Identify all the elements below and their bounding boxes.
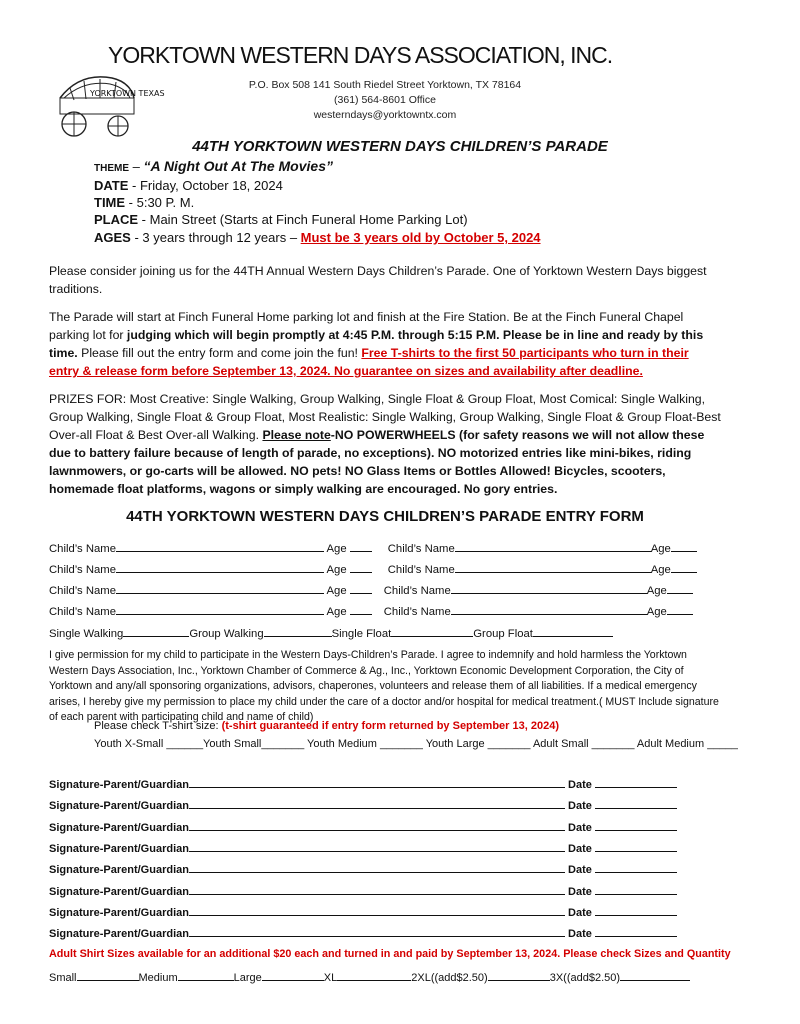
signature-field[interactable] bbox=[189, 862, 565, 873]
single-walking-blank[interactable] bbox=[123, 625, 189, 637]
ages-value: - 3 years through 12 years – bbox=[130, 230, 301, 245]
entry-form-title: 44TH YORKTOWN WESTERN DAYS CHILDREN’S PARADE ENTRY FORM bbox=[126, 508, 644, 525]
single-float-blank[interactable] bbox=[391, 625, 473, 637]
date-label: Date bbox=[568, 906, 592, 919]
child-entry-row bbox=[49, 603, 693, 618]
age-label: Age bbox=[326, 543, 347, 555]
signature-row bbox=[49, 905, 677, 919]
signature-field[interactable] bbox=[189, 841, 565, 852]
date-label: Date bbox=[568, 842, 592, 855]
date-field[interactable] bbox=[595, 798, 677, 809]
signature-field[interactable] bbox=[189, 798, 565, 809]
ages-note: Must be 3 years old by October 5, 2024 bbox=[300, 230, 541, 245]
place-value: - Main Street (Starts at Finch Funeral Home Parking Lot) bbox=[138, 212, 468, 227]
child-name-label: Child’s Name bbox=[49, 585, 116, 597]
intro-paragraph: Please consider joining us for the 44TH Annual Western Days Children’s Parade. One of Yorktown Western Days biggest traditions. bbox=[49, 264, 707, 296]
signature-label: Signature-Parent/Guardian bbox=[49, 906, 189, 919]
time-label: TIME bbox=[94, 195, 126, 210]
child-name-label: Child’s Name bbox=[387, 564, 455, 576]
age-field[interactable] bbox=[667, 603, 693, 615]
parade-details-paragraph: The Parade will start at Finch Funeral Home parking lot and finish at the Fire Station. Be at the Finch Funeral Chapel parking lot for judging which will begin promptly at 4:45 P.M. through 5:15 P.M. Please be in line and ready by this time. Please fill out the entry form and come join the fun! Free T-shirts to the first 50 participants who turn in their entry & release form before September 13, 2024. No guarantee on sizes and availability after deadline. bbox=[49, 310, 704, 378]
date-label: Date bbox=[568, 800, 592, 813]
signature-field[interactable] bbox=[189, 905, 565, 916]
date-label: Date bbox=[568, 821, 592, 834]
organization-title: YORKTOWN WESTERN DAYS ASSOCIATION, INC. bbox=[108, 42, 613, 68]
group-float-label: Group Float bbox=[473, 628, 533, 640]
child-name-label: Child’s Name bbox=[383, 606, 451, 618]
child-name-label: Child’s Name bbox=[387, 543, 455, 555]
logo-text: YORKTOWN TEXAS bbox=[90, 89, 165, 98]
theme-sep: – bbox=[129, 159, 144, 174]
age-field[interactable] bbox=[667, 582, 693, 594]
signature-label: Signature-Parent/Guardian bbox=[49, 928, 189, 941]
group-walking-label: Group Walking bbox=[189, 628, 264, 640]
theme-value: “A Night Out At The Movies” bbox=[143, 158, 333, 174]
child-name-label: Child’s Name bbox=[49, 606, 116, 618]
place-label: PLACE bbox=[94, 212, 139, 227]
signature-row bbox=[49, 798, 677, 812]
time-value: - 5:30 P. M. bbox=[125, 195, 195, 210]
child-entry-row bbox=[49, 561, 697, 576]
phone: (361) 564-8601 Office bbox=[334, 94, 436, 106]
prizes-paragraph: PRIZES FOR: Most Creative: Single Walking, Group Walking, Single Float & Group Float, Most Comical: Single Walking, Group Walking, Single Float & Group Float, Most Realistic: Single Walking, Group Walking, Single Float & Group Float-Best Over-all Float & Best Over-all Walking. Please note-NO POWERWHEELS (for safety reasons we will not allow these due to battery failure because of length of parade, no exceptions). NO motorized entries like mini-bikes, riding lawnmowers, or go-carts will be allowed. NO pets! NO Glass Items or Bottles Allowed! Bicycles, scooters, homemade float platforms, wagons or simply walking are encouraged. No gory entries. bbox=[49, 392, 721, 496]
theme-label: THEME bbox=[94, 163, 129, 174]
date-field[interactable] bbox=[595, 905, 677, 916]
signature-row bbox=[49, 820, 677, 834]
signature-field[interactable] bbox=[189, 884, 565, 895]
age-field[interactable] bbox=[671, 540, 697, 552]
release-paragraph: I give permission for my child to participate in the Western Days-Children’s Parade. I agree to indemnify and hold harmless the Yorktown Western Days Association, Inc., Yorktown Chamber of Commerce & Ag., Inc., Yorktown Economic Development Corporation, the City of Yorktown and any/all sponsoring organizations, advisors, chaperones, volunteers and release them of all liabilities. If a medical emergency arises, I hereby give my permission to place my child under the care of a doctor and/or hospital for medical treatment.( MUST Include signature of each parent with participating child and name of child) bbox=[49, 649, 719, 723]
age-field[interactable] bbox=[350, 582, 372, 594]
date-field[interactable] bbox=[595, 862, 677, 873]
age-label: Age bbox=[326, 564, 347, 576]
age-label: Age bbox=[326, 585, 347, 597]
date-field[interactable] bbox=[595, 884, 677, 895]
signature-row bbox=[49, 926, 677, 940]
time-line bbox=[94, 195, 194, 210]
signature-label: Signature-Parent/Guardian bbox=[49, 842, 189, 855]
age-field[interactable] bbox=[671, 561, 697, 573]
theme-line bbox=[94, 158, 333, 174]
signature-label: Signature-Parent/Guardian bbox=[49, 800, 189, 813]
date-label: Date bbox=[568, 885, 592, 898]
address: P.O. Box 508 141 South Riedel Street Yorktown, TX 78164 bbox=[248, 79, 522, 91]
date-label: Date bbox=[568, 779, 592, 791]
signature-row bbox=[49, 777, 677, 791]
child-name-field[interactable] bbox=[116, 582, 324, 594]
date-label: Date bbox=[568, 928, 592, 941]
signature-label: Signature-Parent/Guardian bbox=[49, 864, 189, 877]
age-field[interactable] bbox=[350, 540, 372, 552]
signature-field[interactable] bbox=[189, 926, 565, 937]
date-field[interactable] bbox=[595, 841, 677, 852]
ages-line bbox=[94, 230, 541, 245]
single-walking-label: Single Walking bbox=[49, 628, 124, 640]
entry-type-row bbox=[49, 625, 613, 640]
child-name-label: Child’s Name bbox=[383, 585, 451, 597]
child-name-field[interactable] bbox=[455, 540, 651, 552]
child-name-field[interactable] bbox=[451, 582, 647, 594]
group-walking-blank[interactable] bbox=[264, 625, 332, 637]
signature-label: Signature-Parent/Guardian bbox=[49, 821, 189, 834]
child-name-field[interactable] bbox=[116, 561, 324, 573]
signature-row bbox=[49, 862, 677, 876]
signature-label: Signature-Parent/Guardian bbox=[49, 779, 189, 791]
single-float-label: Single Float bbox=[331, 628, 392, 640]
signature-row bbox=[49, 841, 677, 855]
date-field[interactable] bbox=[595, 820, 677, 831]
age-label: Age bbox=[646, 606, 667, 618]
date-value: - Friday, October 18, 2024 bbox=[128, 178, 283, 193]
parade-title: 44TH YORKTOWN WESTERN DAYS CHILDREN’S PARADE bbox=[192, 138, 608, 155]
child-name-field[interactable] bbox=[455, 561, 651, 573]
child-entry-row bbox=[49, 540, 697, 555]
signature-row bbox=[49, 884, 677, 898]
adult-shirt-note: Adult Shirt Sizes available for an additional $20 each and turned in and paid by September 13, 2024. Please check Sizes and Quantity bbox=[49, 948, 731, 960]
child-name-label: Child’s Name bbox=[49, 543, 116, 555]
age-field[interactable] bbox=[350, 561, 372, 573]
signature-field[interactable] bbox=[189, 777, 565, 788]
date-line bbox=[94, 178, 283, 193]
age-label: Age bbox=[646, 585, 667, 597]
tshirt-prompt-line: Please check T-shirt size: (t-shirt guaranteed if entry form returned by September 13, 2024) bbox=[94, 720, 559, 732]
adult-sizes-row: Small Medium Large XL 2XL((add$2.50) 3X((add$2.50) bbox=[49, 969, 690, 984]
child-name-label: Child’s Name bbox=[49, 564, 116, 576]
child-entry-row bbox=[49, 582, 693, 597]
child-name-field[interactable] bbox=[451, 603, 647, 615]
group-float-blank[interactable] bbox=[533, 625, 613, 637]
tshirt-sizes-line[interactable]: Youth X-Small ______Youth Small_______ Youth Medium _______ Youth Large _______ Adult Small _______ Adult Medium _____ bbox=[94, 738, 738, 750]
age-label: Age bbox=[326, 606, 347, 618]
age-label: Age bbox=[650, 564, 671, 576]
age-field[interactable] bbox=[350, 603, 372, 615]
child-name-field[interactable] bbox=[116, 603, 324, 615]
ages-label: AGES bbox=[94, 230, 131, 245]
email: westerndays@yorktowntx.com bbox=[313, 109, 457, 121]
signature-field[interactable] bbox=[189, 820, 565, 831]
age-label: Age bbox=[650, 543, 671, 555]
place-line bbox=[94, 212, 468, 227]
date-field[interactable] bbox=[595, 777, 677, 788]
date-label: DATE bbox=[94, 178, 129, 193]
date-label: Date bbox=[568, 864, 592, 877]
child-name-field[interactable] bbox=[116, 540, 324, 552]
signature-label: Signature-Parent/Guardian bbox=[49, 885, 189, 898]
date-field[interactable] bbox=[595, 926, 677, 937]
